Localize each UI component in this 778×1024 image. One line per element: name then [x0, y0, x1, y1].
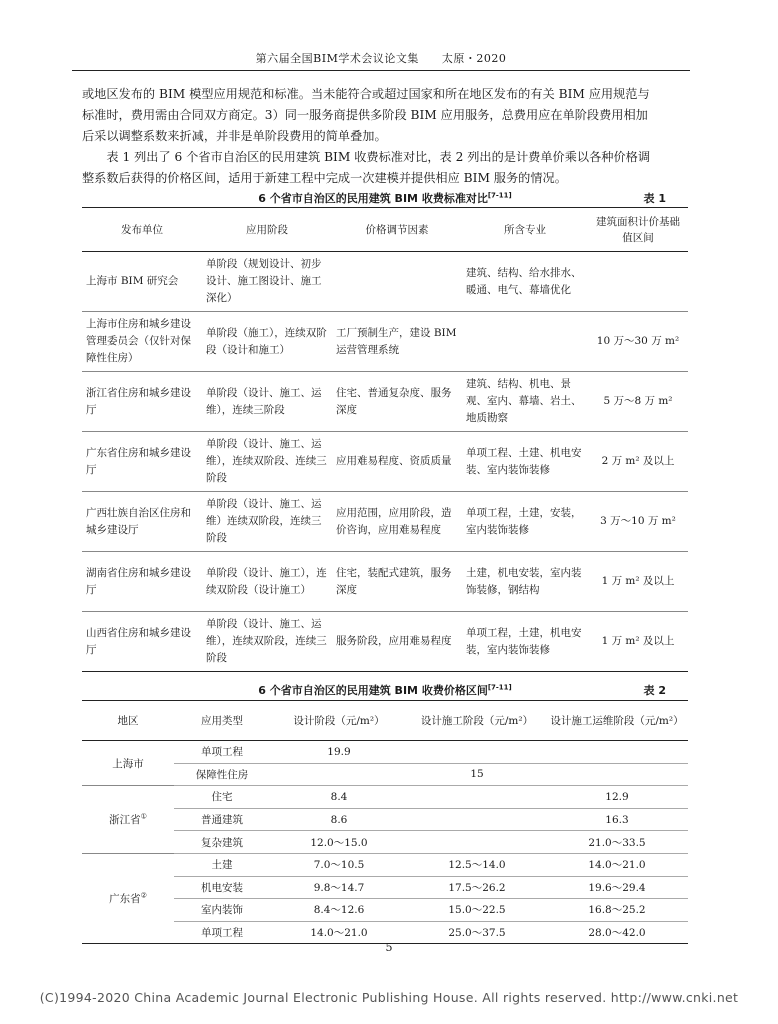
table-cell: 单阶段（设计、施工、运维）连续双阶段，连续三阶段 [202, 492, 332, 552]
table-cell: 单阶段（设计、施工、运维），连续三阶段 [202, 372, 332, 432]
region-cell: 广东省② [109, 891, 147, 906]
table-cell [546, 741, 688, 764]
table-1-label: 表 1 [643, 192, 666, 205]
table-cell [332, 252, 462, 312]
table-cell: 16.3 [546, 808, 688, 831]
table-cell: 5 万～8 万 m² [588, 372, 688, 432]
table-row [82, 612, 688, 672]
table-cell [408, 786, 546, 809]
table-cell: 建筑、结构、机电、景观、室内、幕墙、岩土、地质勘察 [462, 372, 588, 432]
page-number: 5 [385, 941, 393, 954]
table-cell: 8.4～12.6 [270, 899, 408, 922]
table-cell: 10 万～30 万 m² [588, 312, 688, 372]
running-header: 第六届全国BIM学术会议论文集 太原・2020 [255, 52, 507, 65]
table-2-header-cell: 设计施工阶段（元/m²） [408, 701, 546, 741]
table-cell: 服务阶段，应用难易程度 [336, 635, 452, 647]
table-cell: 12.5～14.0 [408, 853, 546, 876]
table-cell: 室内装饰 [174, 899, 270, 922]
table-2 [82, 700, 688, 944]
table-2-label: 表 2 [643, 684, 666, 697]
table-cell: 19.6～29.4 [546, 876, 688, 899]
table-cell: 12.9 [546, 786, 688, 809]
table-cell: 广西壮族自治区住房和城乡建设厅 [82, 492, 202, 552]
paragraph-1-line-3: 后采以调整系数来折减，并非是单阶段费用的简单叠加。 [82, 129, 387, 143]
table-cell: 8.6 [270, 808, 408, 831]
table-1-header-cell: 所含专业 [462, 208, 588, 252]
table-cell: 建筑、结构、给水排水、暖通、电气、幕墙优化 [462, 252, 588, 312]
table-cell: 14.0～21.0 [310, 927, 368, 940]
table-cell: 土建，机电安装，室内装饰装修，钢结构 [462, 552, 588, 612]
table-cell [588, 252, 688, 312]
table-cell: 工厂预制生产，建设 BIM 运营管理系统 [332, 312, 462, 372]
table-cell: 住宅 [174, 786, 270, 809]
table-2-header-cell: 应用类型 [174, 701, 270, 741]
table-cell [270, 763, 408, 786]
table-row [82, 372, 688, 432]
table-cell: 28.0～42.0 [588, 927, 646, 940]
paragraph-2-line-2: 整系数后获得的价格区间，适用于新建工程中完成一次建模并提供相应 BIM 服务的情况。 [82, 171, 567, 185]
table-cell: 15 [408, 763, 546, 786]
table-cell: 2 万 m² 及以上 [588, 432, 688, 492]
table-cell: 单项工程，土建，安装，室内装饰装修 [462, 492, 588, 552]
table-cell: 单阶段（设计、施工、运维），连续双阶段，连续三阶段 [206, 618, 327, 664]
copyright-footer: (C)1994-2020 China Academic Journal Electronic Publishing House. All rights reserved. http://www.cnki.net [39, 990, 739, 1005]
table-2-header-cell: 设计施工运维阶段（元/m²） [546, 701, 688, 741]
table-cell: 单阶段（施工），连续双阶段（设计和施工） [202, 312, 332, 372]
table-cell: 15.0～22.5 [408, 899, 546, 922]
table-cell: 普通建筑 [174, 808, 270, 831]
table-cell: 上海市住房和城乡建设管理委员会（仅针对保障性住房） [82, 312, 202, 372]
table-row [82, 432, 688, 492]
paragraph-1-line-1: 或地区发布的 BIM 模型应用规范和标准。当未能符合或超过国家和所在地区发布的有关 BIM 应用规范与 [82, 87, 650, 101]
table-row [82, 741, 688, 764]
table-cell: 复杂建筑 [174, 831, 270, 854]
table-cell: 单项工程 [201, 927, 243, 940]
table-2-header-row [82, 701, 688, 741]
table-cell [408, 741, 546, 764]
table-cell: 广东省住房和城乡建设厅 [82, 432, 202, 492]
table-cell: 土建 [174, 853, 270, 876]
table-cell: 住宅、普通复杂度、服务深度 [332, 372, 462, 432]
table-cell: 21.0～33.5 [546, 831, 688, 854]
table-cell: 19.9 [270, 741, 408, 764]
region-cell: 浙江省① [82, 786, 174, 854]
table-cell [408, 808, 546, 831]
header-rule [72, 70, 690, 71]
table-row [82, 552, 688, 612]
table-cell: 12.0～15.0 [270, 831, 408, 854]
table-cell: 9.8～14.7 [270, 876, 408, 899]
region-cell: 上海市 [82, 741, 174, 786]
table-cell: 单项工程 [174, 741, 270, 764]
table-cell: 应用难易程度、资质质量 [332, 432, 462, 492]
table-row [82, 312, 688, 372]
table-cell [462, 312, 588, 372]
table-1-header-row [82, 208, 688, 252]
table-cell: 上海市 BIM 研究会 [82, 252, 202, 312]
table-row [82, 492, 688, 552]
table-cell: 1 万 m² 及以上 [601, 635, 675, 647]
table-1-header-cell: 价格调节因素 [332, 208, 462, 252]
table-2-title: 6 个省市自治区的民用建筑 BIM 收费价格区间[7-11] [258, 683, 512, 697]
table-cell: 16.8～25.2 [546, 899, 688, 922]
table-cell: 17.5～26.2 [408, 876, 546, 899]
table-cell: 1 万 m² 及以上 [588, 552, 688, 612]
table-2-header-cell: 设计阶段（元/m²） [270, 701, 408, 741]
table-1-header-cell: 应用阶段 [202, 208, 332, 252]
table-2-header-cell: 地区 [82, 701, 174, 741]
table-cell: 14.0～21.0 [546, 853, 688, 876]
table-cell: 应用范围，应用阶段，造价咨询，应用难易程度 [332, 492, 462, 552]
table-cell [546, 763, 688, 786]
table-cell: 单项工程，土建，机电安装，室内装饰装修 [466, 626, 582, 656]
table-cell: 单阶段（设计、施工），连续双阶段（设计施工） [202, 552, 332, 612]
table-cell: 7.0～10.5 [270, 853, 408, 876]
table-1-header-cell: 建筑面积计价基础值区间 [588, 208, 688, 252]
table-cell: 浙江省住房和城乡建设厅 [82, 372, 202, 432]
table-row [82, 786, 688, 809]
paragraph-1-line-2: 标准时，费用需由合同双方商定。3）同一服务商提供多阶段 BIM 应用服务，总费用应在单阶段费用相加 [82, 108, 648, 122]
table-1-header-cell: 发布单位 [82, 208, 202, 252]
table-cell: 山西省住房和城乡建设厅 [86, 626, 191, 656]
table-cell: 住宅，装配式建筑，服务深度 [332, 552, 462, 612]
table-cell: 单项工程、土建、机电安装、室内装饰装修 [462, 432, 588, 492]
table-1 [82, 207, 688, 672]
table-cell: 单阶段（规划设计、初步设计、施工图设计、施工深化） [202, 252, 332, 312]
paragraph-2-line-1: 表 1 列出了 6 个省市自治区的民用建筑 BIM 收费标准对比，表 2 列出的是计费单价乘以各种价格调 [106, 150, 651, 164]
table-cell: 湖南省住房和城乡建设厅 [82, 552, 202, 612]
table-cell: 25.0～37.5 [448, 927, 506, 940]
table-cell [408, 831, 546, 854]
table-cell: 3 万～10 万 m² [588, 492, 688, 552]
table-cell: 机电安装 [174, 876, 270, 899]
table-cell: 单阶段（设计、施工、运维），连续双阶段、连续三阶段 [202, 432, 332, 492]
table-cell: 8.4 [270, 786, 408, 809]
table-row [82, 252, 688, 312]
table-row [82, 853, 688, 876]
table-1-title: 6 个省市自治区的民用建筑 BIM 收费标准对比[7-11] [258, 191, 512, 205]
table-cell: 保障性住房 [174, 763, 270, 786]
